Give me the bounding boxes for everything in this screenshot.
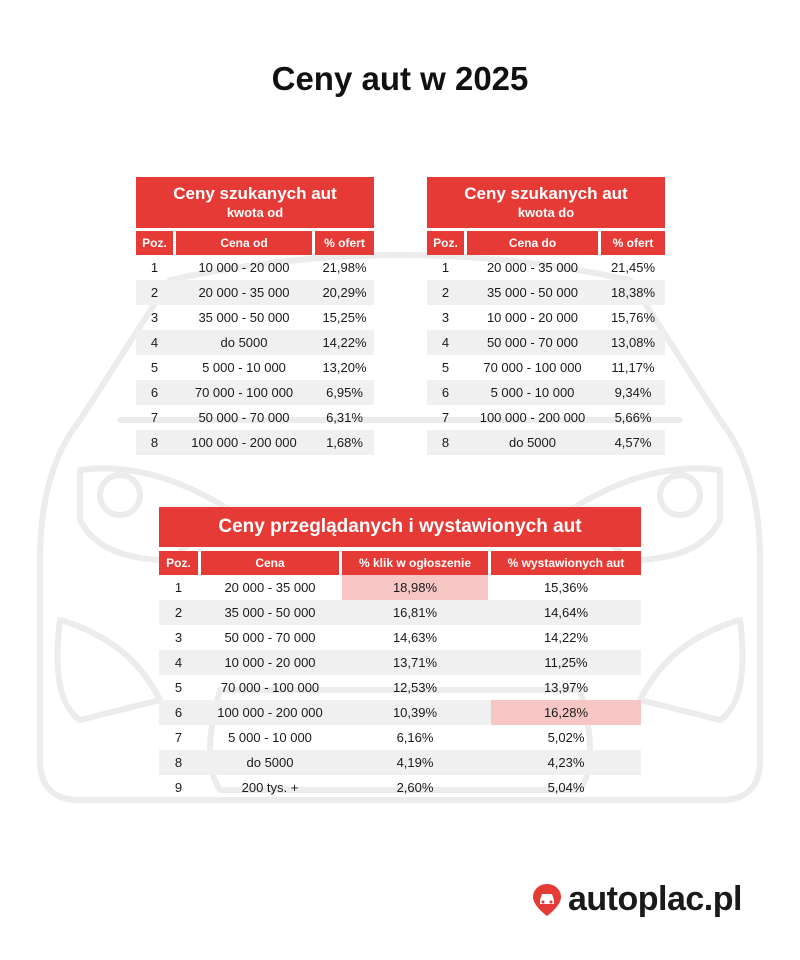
table-cell: 50 000 - 70 000 <box>198 410 290 425</box>
table-cell: 11,25% <box>544 655 588 670</box>
table-cell: 14,64% <box>543 605 589 620</box>
table-row <box>159 750 641 775</box>
table-subtitle: kwota do <box>517 205 575 220</box>
table-cell: 1 <box>174 580 183 595</box>
table-cell: 13,20% <box>322 360 367 375</box>
table-cell: 18,38% <box>610 285 656 300</box>
table-body <box>159 575 641 800</box>
table-cell: 35 000 - 50 000 <box>224 605 316 620</box>
table-row <box>159 625 641 650</box>
column-header: Poz. <box>427 231 464 255</box>
table-row <box>427 330 665 355</box>
table-title: Ceny przeglądanych i wystawionych aut <box>218 516 582 537</box>
table-cell: 4 <box>150 335 159 350</box>
table-row <box>136 330 374 355</box>
table-cell: 6 <box>441 385 450 400</box>
table-cell: 7 <box>150 410 159 425</box>
table-cell: 5 000 - 10 000 <box>228 730 312 745</box>
table-cell: 50 000 - 70 000 <box>486 335 579 350</box>
table-cell: 5 <box>441 360 450 375</box>
table-cell: 13,97% <box>543 680 589 695</box>
column-header: % ofert <box>315 231 374 255</box>
column-header: Cena <box>201 551 339 575</box>
table-cell: 15,25% <box>322 310 367 325</box>
table-cell: 4 <box>174 655 183 670</box>
table-cell: 70 000 - 100 000 <box>194 385 294 400</box>
table-row <box>427 255 665 280</box>
car-pin-icon <box>532 883 562 917</box>
table-header <box>136 177 374 228</box>
table-cell: do 5000 <box>246 755 294 770</box>
column-header: % wystawionych aut <box>491 551 641 575</box>
table-cell: 20 000 - 35 000 <box>198 285 290 300</box>
table-cell: 13,71% <box>392 655 438 670</box>
table-row <box>427 405 665 430</box>
table-cell: 5,66% <box>614 410 652 425</box>
table-title: Ceny szukanych aut <box>464 184 628 203</box>
table-cell: 70 000 - 100 000 <box>220 680 320 695</box>
table-cell: 4 <box>441 335 450 350</box>
page-title: Ceny aut w 2025 <box>271 60 529 97</box>
table-row <box>159 600 641 625</box>
table-cell: 4,57% <box>614 435 652 450</box>
table-cell: do 5000 <box>220 335 268 350</box>
table-cell: 100 000 - 200 000 <box>479 410 586 425</box>
table-cell: 13,08% <box>610 335 656 350</box>
table-row <box>427 430 665 455</box>
table-row <box>136 280 374 305</box>
table-cell: 3 <box>441 310 450 325</box>
table-cell: 10 000 - 20 000 <box>224 655 316 670</box>
table-cell: 50 000 - 70 000 <box>224 630 316 645</box>
table-cell: 10 000 - 20 000 <box>198 260 290 275</box>
table-search-price-to <box>427 177 665 455</box>
table-cell: 2 <box>441 285 450 300</box>
column-headers <box>136 231 374 255</box>
table-cell: 100 000 - 200 000 <box>191 435 297 450</box>
table-body <box>136 255 374 455</box>
table-cell: 6 <box>150 385 159 400</box>
table-row <box>159 575 641 600</box>
table-cell: 6 <box>174 705 183 720</box>
table-row <box>136 255 374 280</box>
table-cell: 15,76% <box>610 310 656 325</box>
table-row <box>159 700 641 725</box>
table-row <box>136 430 374 455</box>
table-cell: 20 000 - 35 000 <box>224 580 316 595</box>
table-row <box>159 775 641 800</box>
table-cell: 1 <box>441 260 450 275</box>
table-cell: 2,60% <box>396 780 434 795</box>
column-header: Poz. <box>136 231 173 255</box>
table-cell: 6,31% <box>326 410 363 425</box>
column-headers <box>427 231 665 255</box>
column-headers <box>159 551 641 575</box>
table-cell: 21,45% <box>610 260 656 275</box>
table-cell: 6,95% <box>326 385 363 400</box>
column-header: Cena do <box>467 231 598 255</box>
table-cell: 14,22% <box>322 335 367 350</box>
table-cell: 7 <box>174 730 183 745</box>
table-cell: 16,81% <box>392 605 438 620</box>
table-row <box>427 380 665 405</box>
table-cell: 8 <box>441 435 450 450</box>
column-header: Cena od <box>176 231 312 255</box>
table-subtitle: kwota od <box>226 205 284 220</box>
table-row <box>136 380 374 405</box>
table-row <box>136 355 374 380</box>
table-header <box>159 507 641 547</box>
table-cell: 7 <box>441 410 450 425</box>
table-cell: 4,19% <box>396 755 434 770</box>
table-row <box>427 355 665 380</box>
table-row <box>136 305 374 330</box>
table-cell: 15,36% <box>543 580 589 595</box>
table-cell: 8 <box>150 435 159 450</box>
table-cell: 10,39% <box>392 705 438 720</box>
table-row <box>427 280 665 305</box>
table-cell: 11,17% <box>611 360 655 375</box>
table-cell: 5 000 - 10 000 <box>202 360 286 375</box>
table-cell: 200 tys. + <box>241 780 299 795</box>
brand-name: autoplac.pl <box>568 880 742 918</box>
table-cell: 21,98% <box>322 260 367 275</box>
table-cell: 2 <box>150 285 159 300</box>
table-cell: 5 <box>150 360 159 375</box>
table-cell: 1,68% <box>326 435 363 450</box>
table-cell: 3 <box>150 310 159 325</box>
table-cell: 14,22% <box>543 630 589 645</box>
table-cell: 70 000 - 100 000 <box>483 360 582 375</box>
table-row <box>136 405 374 430</box>
table-cell: 5 <box>174 680 183 695</box>
table-cell: 20 000 - 35 000 <box>486 260 579 275</box>
table-cell: 16,28% <box>491 700 641 725</box>
column-header: % ofert <box>601 231 665 255</box>
table-cell: 9 <box>174 780 183 795</box>
table-cell: 3 <box>174 630 183 645</box>
table-cell: 5,04% <box>547 780 585 795</box>
table-cell: 2 <box>174 605 183 620</box>
table-cell: do 5000 <box>509 435 556 450</box>
table-cell: 10 000 - 20 000 <box>486 310 579 325</box>
table-row <box>159 725 641 750</box>
table-title: Ceny szukanych aut <box>173 184 337 203</box>
table-cell: 5 000 - 10 000 <box>490 385 575 400</box>
table-cell: 12,53% <box>392 680 438 695</box>
table-cell: 35 000 - 50 000 <box>486 285 579 300</box>
table-cell: 1 <box>150 260 159 275</box>
table-row <box>159 650 641 675</box>
column-header: % klik w ogłoszenie <box>342 551 488 575</box>
table-cell: 5,02% <box>547 730 585 745</box>
table-cell: 4,23% <box>547 755 585 770</box>
brand-logo[interactable] <box>532 880 742 919</box>
table-cell: 9,34% <box>614 385 652 400</box>
table-cell: 14,63% <box>392 630 438 645</box>
table-cell: 20,29% <box>322 285 367 300</box>
table-cell: 18,98% <box>342 575 488 600</box>
table-search-price-from <box>136 177 374 455</box>
table-cell: 100 000 - 200 000 <box>217 705 323 720</box>
table-viewed-listed-prices <box>159 507 641 800</box>
table-row <box>427 305 665 330</box>
table-header <box>427 177 665 228</box>
table-cell: 8 <box>174 755 183 770</box>
table-body <box>427 255 665 455</box>
column-header: Poz. <box>159 551 198 575</box>
table-row <box>159 675 641 700</box>
table-cell: 35 000 - 50 000 <box>198 310 290 325</box>
table-cell: 6,16% <box>396 730 434 745</box>
